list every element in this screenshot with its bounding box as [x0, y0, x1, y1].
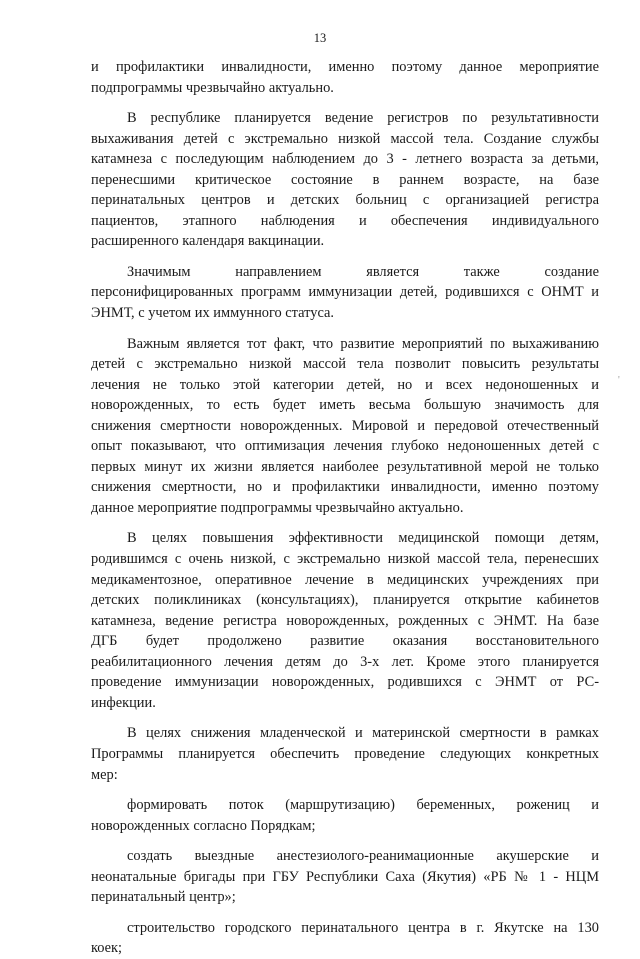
- text-line: ДГБ будет продолжено развитие оказания восстановительного: [91, 633, 599, 650]
- text-line: ЭНМТ, с учетом их иммунного статуса.: [91, 305, 335, 322]
- text-line: пациентов, этапного наблюдения и обеспечения индивидуального: [91, 212, 599, 229]
- list-item: [91, 795, 599, 836]
- text-line: Значимым направлением является также создание: [127, 263, 599, 280]
- text-line: данное мероприятие подпрограммы чрезвычайно актуально.: [91, 499, 464, 516]
- text-line: и профилактики инвалидности, именно поэтому данное мероприятие: [91, 59, 599, 75]
- paragraph: [91, 262, 599, 324]
- text-line: инфекции.: [91, 694, 156, 711]
- text-line: В республике планируется ведение регистров по результативности: [127, 110, 599, 127]
- list-item: [91, 846, 599, 908]
- text-line: выхаживания детей с экстремально низкой массой тела. Создание службы: [91, 130, 599, 147]
- text-line: коек;: [91, 940, 123, 957]
- text-line: детей с экстремально низкой массой тела позволит повысить результаты: [91, 356, 599, 373]
- text-line: первых минут их жизни является наиболее результативной мерой не только: [91, 458, 599, 475]
- text-line: медикаментозное, оперативное лечение в медицинских учреждениях при: [91, 571, 599, 588]
- text-line: детских поликлиниках (консультациях), планируется открытие кабинетов: [91, 592, 599, 609]
- paragraph: [91, 723, 599, 785]
- text-line: катамнеза с последующим наблюдением до 3 - летнего возраста за детьми,: [91, 151, 599, 168]
- text-line: строительство городского перинатального центра в г. Якутске на 130: [127, 919, 599, 936]
- paragraph: [91, 108, 599, 252]
- text-line: Программы планируется обеспечить проведение следующих конкретных: [91, 745, 599, 762]
- text-line: реабилитационного лечения детям до 3-х лет. Кроме этого планируется: [91, 653, 599, 670]
- text-line: новорожденных, то есть будет иметь весьма большую значимость для: [91, 397, 599, 414]
- list-item: [91, 918, 599, 959]
- margin-tick-mark: ': [618, 375, 620, 386]
- text-line: Важным является тот факт, что развитие мероприятий по выхаживанию: [127, 335, 599, 352]
- paragraph: [91, 528, 599, 713]
- paragraph: [91, 334, 599, 519]
- text-line: новорожденных согласно Порядкам;: [91, 817, 316, 834]
- page-number: 13: [313, 31, 327, 45]
- text-line: мер:: [91, 766, 118, 783]
- text-line: расширенного календаря вакцинации.: [91, 233, 325, 250]
- text-line: лечения не только этой категории детей, но и всех недоношенных и: [91, 376, 599, 393]
- text-line: перинатальный центр»;: [91, 889, 236, 906]
- text-line: родившимся с очень низкой, с экстремально низкой массой тела, перенесших: [91, 551, 599, 568]
- text-line: опыт показывают, что оптимизация лечения глубоко недоношенных детей с: [91, 438, 599, 455]
- text-line: проведение иммунизации новорожденных, родившихся с ЭНМТ от РС-: [91, 674, 599, 691]
- text-line: неонатальные бригады при ГБУ Республики Саха (Якутия) «РБ № 1 - НЦМ: [91, 868, 599, 885]
- document-body: [91, 57, 599, 959]
- text-line: перинатальных центров и детских больниц с организацией регистра: [91, 192, 599, 209]
- text-line: формировать поток (маршрутизацию) беременных, рожениц и: [127, 797, 599, 814]
- text-line: В целях повышения эффективности медицинской помощи детям,: [127, 530, 599, 547]
- text-line: снижения смертности, но и профилактики инвалидности, именно поэтому: [91, 479, 599, 496]
- text-line: В целях снижения младенческой и материнской смертности в рамках: [127, 725, 599, 742]
- text-line: подпрограммы чрезвычайно актуально.: [91, 79, 334, 96]
- text-line: создать выездные анестезиолого-реанимационные акушерские и: [127, 848, 599, 865]
- text-line: снижения смертности новорожденных. Мировой и передовой отечественный: [91, 417, 599, 434]
- text-line: персонифицированных программ иммунизации детей, родившихся с ОНМТ и: [91, 284, 599, 301]
- text-line: катамнеза, ведение регистра новорожденных, рожденных с ЭНМТ. На базе: [91, 612, 599, 629]
- paragraph: [91, 57, 599, 98]
- text-line: перенесшими критическое состояние в раннем возрасте, на базе: [91, 171, 599, 188]
